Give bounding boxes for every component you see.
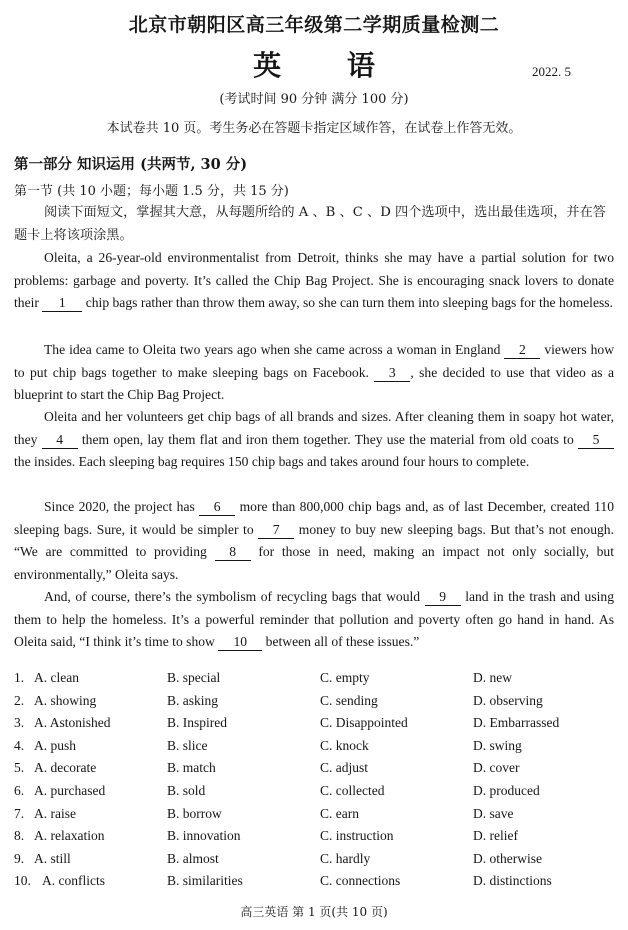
exam-info: (考试时间 90 分钟 满分 100 分) <box>219 92 409 107</box>
passage-paragraph-1: Oleita, a 26-year-old environmentalist from Detroit, thinks she may have a partial solution for two problems: garbage and poverty. It’s called the Chip Bag Project. She is encouraging snack lovers to donate their 1 chip bags rather than throw them away, so she can turn them into sleeping bags for the homeless. <box>14 250 614 310</box>
question-number: 10. <box>14 873 31 889</box>
option-c: C. connections <box>320 873 401 889</box>
option-b: B. asking <box>167 692 219 708</box>
option-d: D. swing <box>473 737 522 753</box>
option-b: B. similarities <box>167 873 243 889</box>
option-c: C. adjust <box>320 760 369 776</box>
option-b: B. sold <box>167 782 206 798</box>
question-number: 7. <box>14 805 25 821</box>
blank-10: 10 <box>218 634 262 651</box>
option-row <box>14 851 614 874</box>
option-a: A. push <box>34 737 77 753</box>
option-d: D. cover <box>473 760 520 776</box>
option-c: C. Disappointed <box>320 715 408 731</box>
answer-options <box>14 670 614 896</box>
question-number: 3. <box>14 715 25 731</box>
part-heading: 第一部分 知识运用 (共两节, 30 分) <box>14 156 248 173</box>
option-row <box>14 738 614 761</box>
option-a: A. purchased <box>34 782 106 798</box>
option-row <box>14 828 614 851</box>
option-a: A. still <box>34 850 71 866</box>
option-d: D. new <box>473 670 512 685</box>
option-row <box>14 806 614 829</box>
question-number: 5. <box>14 760 25 776</box>
blank-1: 1 <box>42 295 82 312</box>
blank-7: 7 <box>258 522 294 539</box>
option-c: C. knock <box>320 737 369 753</box>
option-c: C. hardly <box>320 850 371 866</box>
blank-5: 5 <box>578 432 614 449</box>
question-number: 8. <box>14 828 25 844</box>
option-a: A. clean <box>34 670 79 685</box>
option-b: B. special <box>167 670 221 685</box>
option-b: B. innovation <box>167 828 241 844</box>
option-a: A. conflicts <box>42 873 105 889</box>
page-footer: 高三英语 第 1 页(共 10 页) <box>240 905 388 919</box>
option-c: C. sending <box>320 692 378 708</box>
option-c: C. earn <box>320 805 359 821</box>
option-a: A. showing <box>34 692 97 708</box>
exam-title: 北京市朝阳区高三年级第二学期质量检测二 <box>128 14 500 36</box>
option-d: D. otherwise <box>473 850 542 866</box>
option-row <box>14 873 614 896</box>
option-c: C. collected <box>320 782 385 798</box>
question-number: 6. <box>14 782 25 798</box>
blank-2: 2 <box>504 342 540 359</box>
option-c: C. empty <box>320 670 370 685</box>
option-d: D. produced <box>473 782 540 798</box>
option-a: A. decorate <box>34 760 97 776</box>
option-a: A. relaxation <box>34 828 105 844</box>
option-row <box>14 760 614 783</box>
blank-3: 3 <box>374 365 410 382</box>
blank-6: 6 <box>199 499 235 516</box>
passage-paragraph-3: Oleita and her volunteers get chip bags of all brands and sizes. After cleaning them in soapy hot water, they 4 them open, lay them flat and iron them together. They use the material from old coats to 5 the insides. Each sleeping bag requires 150 chip bags and takes around four hours to complete. <box>14 409 614 469</box>
option-row <box>14 693 614 716</box>
option-b: B. borrow <box>167 805 222 821</box>
question-number: 1. <box>14 670 25 685</box>
section-heading: 第一节 (共 10 小题；每小题 1.5 分，共 15 分) <box>14 184 289 199</box>
option-d: D. observing <box>473 692 543 708</box>
blank-4: 4 <box>42 432 78 449</box>
option-b: B. match <box>167 760 216 776</box>
option-row <box>14 715 614 738</box>
option-a: A. Astonished <box>34 715 111 731</box>
blank-9: 9 <box>425 589 461 606</box>
passage-paragraph-5: And, of course, there’s the symbolism of recycling bags that would 9 land in the trash and using them to help the homeless. It’s a powerful reminder that pollution and poverty often go hand in hand. As Oleita said, “I think it’s time to show 10 between all of these issues.” <box>14 589 614 649</box>
exam-date: 2022. 5 <box>532 64 571 79</box>
option-d: D. distinctions <box>473 873 552 889</box>
option-a: A. raise <box>34 805 76 821</box>
exam-notice: 本试卷共 10 页。考生务必在答题卡指定区域作答，在试卷上作答无效。 <box>106 121 522 136</box>
option-b: B. slice <box>167 737 208 753</box>
passage-paragraph-2: The idea came to Oleita two years ago when she came across a woman in England 2 viewers how to put chip bags together to make sleeping bags on Facebook. 3 , she decided to use that video as a blueprint to start the Chip Bag Project. <box>14 342 615 402</box>
section-instructions: 阅读下面短文，掌握其大意，从每题所给的 A 、B 、C 、D 四个选项中，选出最佳选项，并在答题卡上将该项涂黑。 <box>14 205 606 243</box>
option-b: B. almost <box>167 850 219 866</box>
question-number: 9. <box>14 850 25 866</box>
option-d: D. save <box>473 805 514 821</box>
passage-paragraph-4: Since 2020, the project has 6 more than 800,000 chip bags and, as of last December, created 110 sleeping bags. Sure, it would be simpler to 7 money to buy new sleeping bags. But that’s not enough. “We are committed to providing 8 for those in need, making an impact not only socially, but environmentally,” Oleita says. <box>14 499 615 582</box>
question-number: 2. <box>14 692 25 708</box>
option-c: C. instruction <box>320 828 394 844</box>
option-d: D. relief <box>473 828 518 844</box>
question-number: 4. <box>14 737 25 753</box>
option-d: D. Embarrassed <box>473 715 560 731</box>
option-b: B. Inspired <box>167 715 227 731</box>
subject-title: 英 语 <box>253 49 403 82</box>
blank-8: 8 <box>215 544 251 561</box>
option-row <box>14 783 614 806</box>
option-row <box>14 670 614 693</box>
